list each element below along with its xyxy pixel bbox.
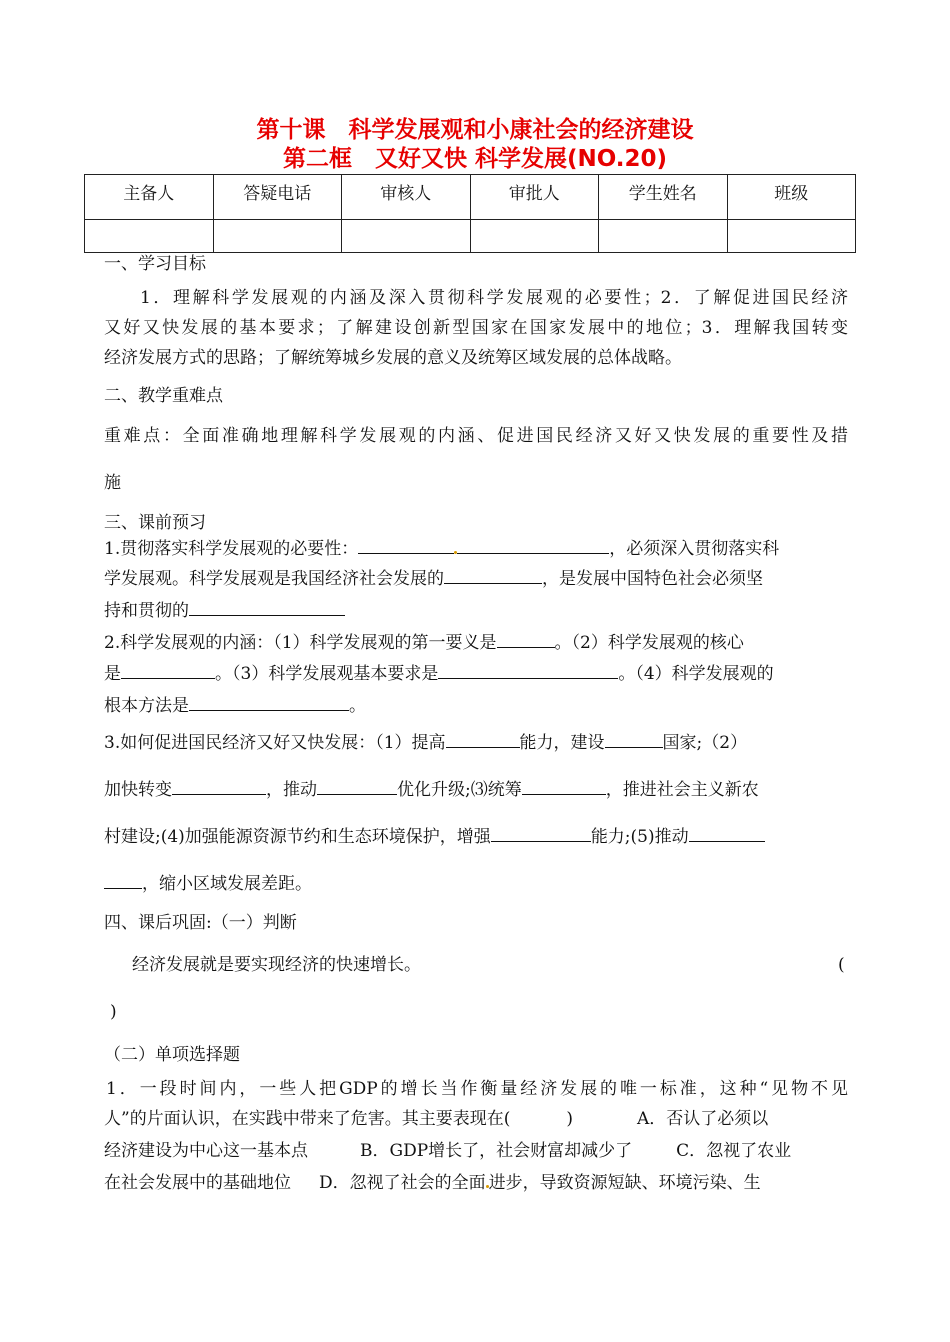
mc-line-3 xyxy=(104,1140,864,1162)
q3-text-g: ，推进社会主义新农 xyxy=(605,780,759,800)
q1-text-a: 1.贯彻落实科学发展观的必要性： xyxy=(104,539,359,559)
q1-line-1 xyxy=(104,537,864,560)
judge-text: 经济发展就是要实现经济的快速增长。 xyxy=(132,955,421,975)
q3-text-i: 能力;(5)推动 xyxy=(590,827,689,847)
q3-line-4 xyxy=(104,872,864,895)
judge-open-paren: ( xyxy=(838,955,845,975)
q3-line-1 xyxy=(104,731,864,754)
q2-line-2 xyxy=(104,662,864,685)
s1-heading: 一、学习目标 xyxy=(104,254,206,274)
header-preparer: 主备人 xyxy=(85,175,214,220)
cell-approver[interactable] xyxy=(470,220,599,253)
cell-phone[interactable] xyxy=(213,220,342,253)
q2-text-d: 。（3）科学发展观基本要求是 xyxy=(215,664,439,684)
mc-text-3c: C．忽视了农业 xyxy=(676,1141,792,1161)
q1-line-3 xyxy=(104,599,864,622)
q3-text-b: 能力，建设 xyxy=(519,733,605,753)
s4-heading: 四、课后巩固:（一）判断 xyxy=(104,913,297,933)
mc-text-3a: 经济建设为中心这一基本点 xyxy=(104,1141,308,1161)
cell-reviewer[interactable] xyxy=(342,220,471,253)
s2-line-1: 重难点：全面准确地理解科学发展观的内涵、促进国民经济又好又快发展的重要性及措 xyxy=(104,426,848,446)
q2-text-b: 。（2）科学发展观的核心 xyxy=(554,633,744,653)
s2-heading: 二、教学重难点 xyxy=(104,386,223,406)
q3-line-2 xyxy=(104,778,864,801)
mc-line-2 xyxy=(104,1108,864,1130)
q2-text-a: 2.科学发展观的内涵：（1）科学发展观的第一要义是 xyxy=(104,633,497,653)
mc-text-4c: 进步，导致资源短缺、环境污染、生 xyxy=(488,1173,761,1193)
s1-line-3: 经济发展方式的思路；了解统筹城乡发展的意义及统筹区域发展的总体战略。 xyxy=(104,348,682,368)
judge-close-paren: ) xyxy=(110,1002,117,1022)
section-title: 第二框 又好又快 科学发展(NO.20) xyxy=(282,146,668,172)
q3-blank-3[interactable] xyxy=(172,778,266,795)
q1-blank-1[interactable] xyxy=(358,537,454,554)
q2-text-e: 。（4）科学发展观的 xyxy=(618,664,774,684)
header-class: 班级 xyxy=(727,175,856,220)
header-student-name: 学生姓名 xyxy=(599,175,728,220)
header-approver: 审批人 xyxy=(470,175,599,220)
mc-option-d: D．忽视了社会的全面 xyxy=(319,1173,486,1193)
q1-blank-2[interactable] xyxy=(444,567,542,584)
q2-text-g: 。 xyxy=(349,696,366,716)
header-phone: 答疑电话 xyxy=(213,175,342,220)
mc-heading: （二）单项选择题 xyxy=(104,1045,240,1065)
q1-blank-1b[interactable] xyxy=(457,537,609,554)
q1-text-c: 学发展观。科学发展观是我国经济社会发展的 xyxy=(104,569,444,589)
s3-heading: 三、课前预习 xyxy=(104,513,206,533)
s2-line-2: 施 xyxy=(104,473,121,493)
q3-blank-1[interactable] xyxy=(446,731,520,748)
q2-blank-4[interactable] xyxy=(189,694,349,711)
q2-blank-1[interactable] xyxy=(497,631,555,648)
q3-text-d: 加快转变 xyxy=(104,780,172,800)
s1-line-2: 又好又快发展的基本要求；了解建设创新型国家在国家发展中的地位；3．理解我国转变 xyxy=(104,318,848,338)
mc-text-4a: 在社会发展中的基础地位 xyxy=(104,1173,291,1193)
header-reviewer: 审核人 xyxy=(342,175,471,220)
info-table-header-row xyxy=(85,175,856,220)
cell-class[interactable] xyxy=(727,220,856,253)
q1-text-e: 持和贯彻的 xyxy=(104,601,189,621)
mc-line-1: 1．一段时间内，一些人把GDP的增长当作衡量经济发展的唯一标准，这种“见物不见 xyxy=(106,1079,848,1099)
q1-text-b: ，必须深入贯彻落实科 xyxy=(609,539,780,559)
q3-text-c: 国家;（2） xyxy=(662,733,748,753)
q3-text-h: 村建设;(4)加强能源资源节约和生态环境保护，增强 xyxy=(104,827,491,847)
q2-text-c: 是 xyxy=(104,664,121,684)
q1-blank-3[interactable] xyxy=(189,599,345,616)
mc-text-2a: 人”的片面认识，在实践中带来了危害。其主要表现在( xyxy=(104,1109,511,1129)
q2-blank-2[interactable] xyxy=(121,662,215,679)
s1-line-1: 1．理解科学发展观的内涵及深入贯彻科学发展观的必要性；2．了解促进国民经济 xyxy=(140,288,848,308)
q2-line-1 xyxy=(104,631,864,654)
q3-text-e: ，推动 xyxy=(266,780,317,800)
cell-student-name[interactable] xyxy=(599,220,728,253)
q3-blank-6[interactable] xyxy=(491,825,591,842)
q1-line-2 xyxy=(104,567,864,590)
mc-option-b: B．GDP增长了，社会财富却减少了 xyxy=(360,1141,633,1161)
q3-line-3 xyxy=(104,825,864,848)
lesson-title: 第十课 科学发展观和小康社会的经济建设 xyxy=(256,117,694,143)
q3-blank-7[interactable] xyxy=(689,825,765,842)
q3-blank-4[interactable] xyxy=(317,778,397,795)
q3-text-f: 优化升级;⑶统筹 xyxy=(397,780,522,800)
cell-preparer[interactable] xyxy=(85,220,214,253)
q2-blank-3[interactable] xyxy=(438,662,618,679)
q1-text-d: ，是发展中国特色社会必须坚 xyxy=(542,569,763,589)
mc-line-4 xyxy=(104,1172,864,1194)
info-table xyxy=(84,174,856,253)
mc-option-a: A．否认了必须以 xyxy=(636,1109,769,1129)
mc-text-2b: ) xyxy=(566,1109,573,1129)
q3-text-j: ，缩小区域发展差距。 xyxy=(142,874,312,894)
info-table-blank-row xyxy=(85,220,856,253)
q2-line-3 xyxy=(104,694,864,717)
q3-blank-5[interactable] xyxy=(522,778,606,795)
q3-blank-7b[interactable] xyxy=(104,872,142,889)
q3-blank-2[interactable] xyxy=(605,731,663,748)
q2-text-f: 根本方法是 xyxy=(104,696,189,716)
q3-text-a: 3.如何促进国民经济又好又快发展：（1）提高 xyxy=(104,733,446,753)
